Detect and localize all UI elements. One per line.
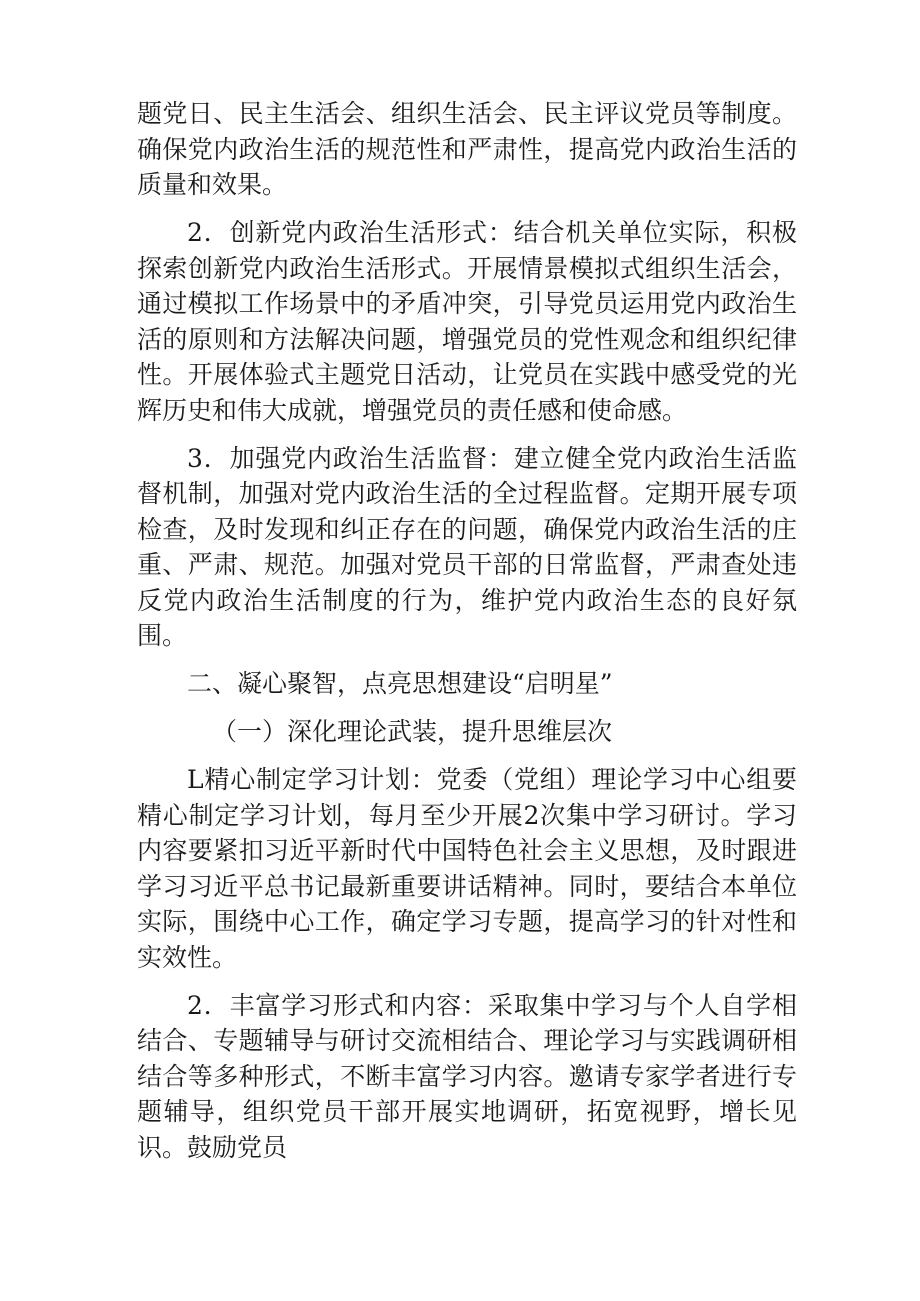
paragraph-item-2-study-forms: 2．丰富学习形式和内容：采取集中学习与个人自学相结合、专题辅导与研讨交流相结合、理论学习与实践调研相结合等多种形式，不断丰富学习内容。邀请专家学者进行专题辅导，组织党员干部开展实地调研，拓宽视野，增长见识。鼓励党员 — [137, 990, 797, 1162]
section-heading-2: 二、凝心聚智，点亮思想建设“启明星” — [187, 669, 613, 698]
paragraph-item-2-innovate-forms: 2．创新党内政治生活形式：结合机关单位实际，积极探索创新党内政治生活形式。开展情景模拟式组织生活会，通过模拟工作场景中的矛盾冲突，引导党员运用党内政治生活的原则和方法解决问题，增强党员的党性观念和组织纪律性。开展体验式主题党日活动，让党员在实践中感受党的光辉历史和伟大成就，增强党员的责任感和使命感。 — [137, 218, 797, 425]
paragraph-item-3-strengthen-supervision: 3．加强党内政治生活监督：建立健全党内政治生活监督机制，加强对党内政治生活的全过程监督。定期开展专项检查，及时发现和纠正存在的问题，确保党内政治生活的庄重、严肃、规范。加强对党员干部的日常监督，严肃查处违反党内政治生活制度的行为，维护党内政治生态的良好氛围。 — [137, 443, 797, 650]
paragraph-item-1-study-plan: L精心制定学习计划：党委（党组）理论学习中心组要精心制定学习计划，每月至少开展2次集中学习研讨。学习内容要紧扣习近平新时代中国特色社会主义思想，及时跟进学习习近平总书记最新重要讲话精神。同时，要结合本单位实际，围绕中心工作，确定学习专题，提高学习的针对性和实效性。 — [137, 765, 797, 972]
document-body — [137, 96, 797, 1178]
paragraph-continuation: 题党日、民主生活会、组织生活会、民主评议党员等制度。确保党内政治生活的规范性和严肃性，提高党内政治生活的质量和效果。 — [137, 99, 797, 199]
subsection-heading-1: （一）深化理论武装，提升思维层次 — [212, 717, 613, 746]
